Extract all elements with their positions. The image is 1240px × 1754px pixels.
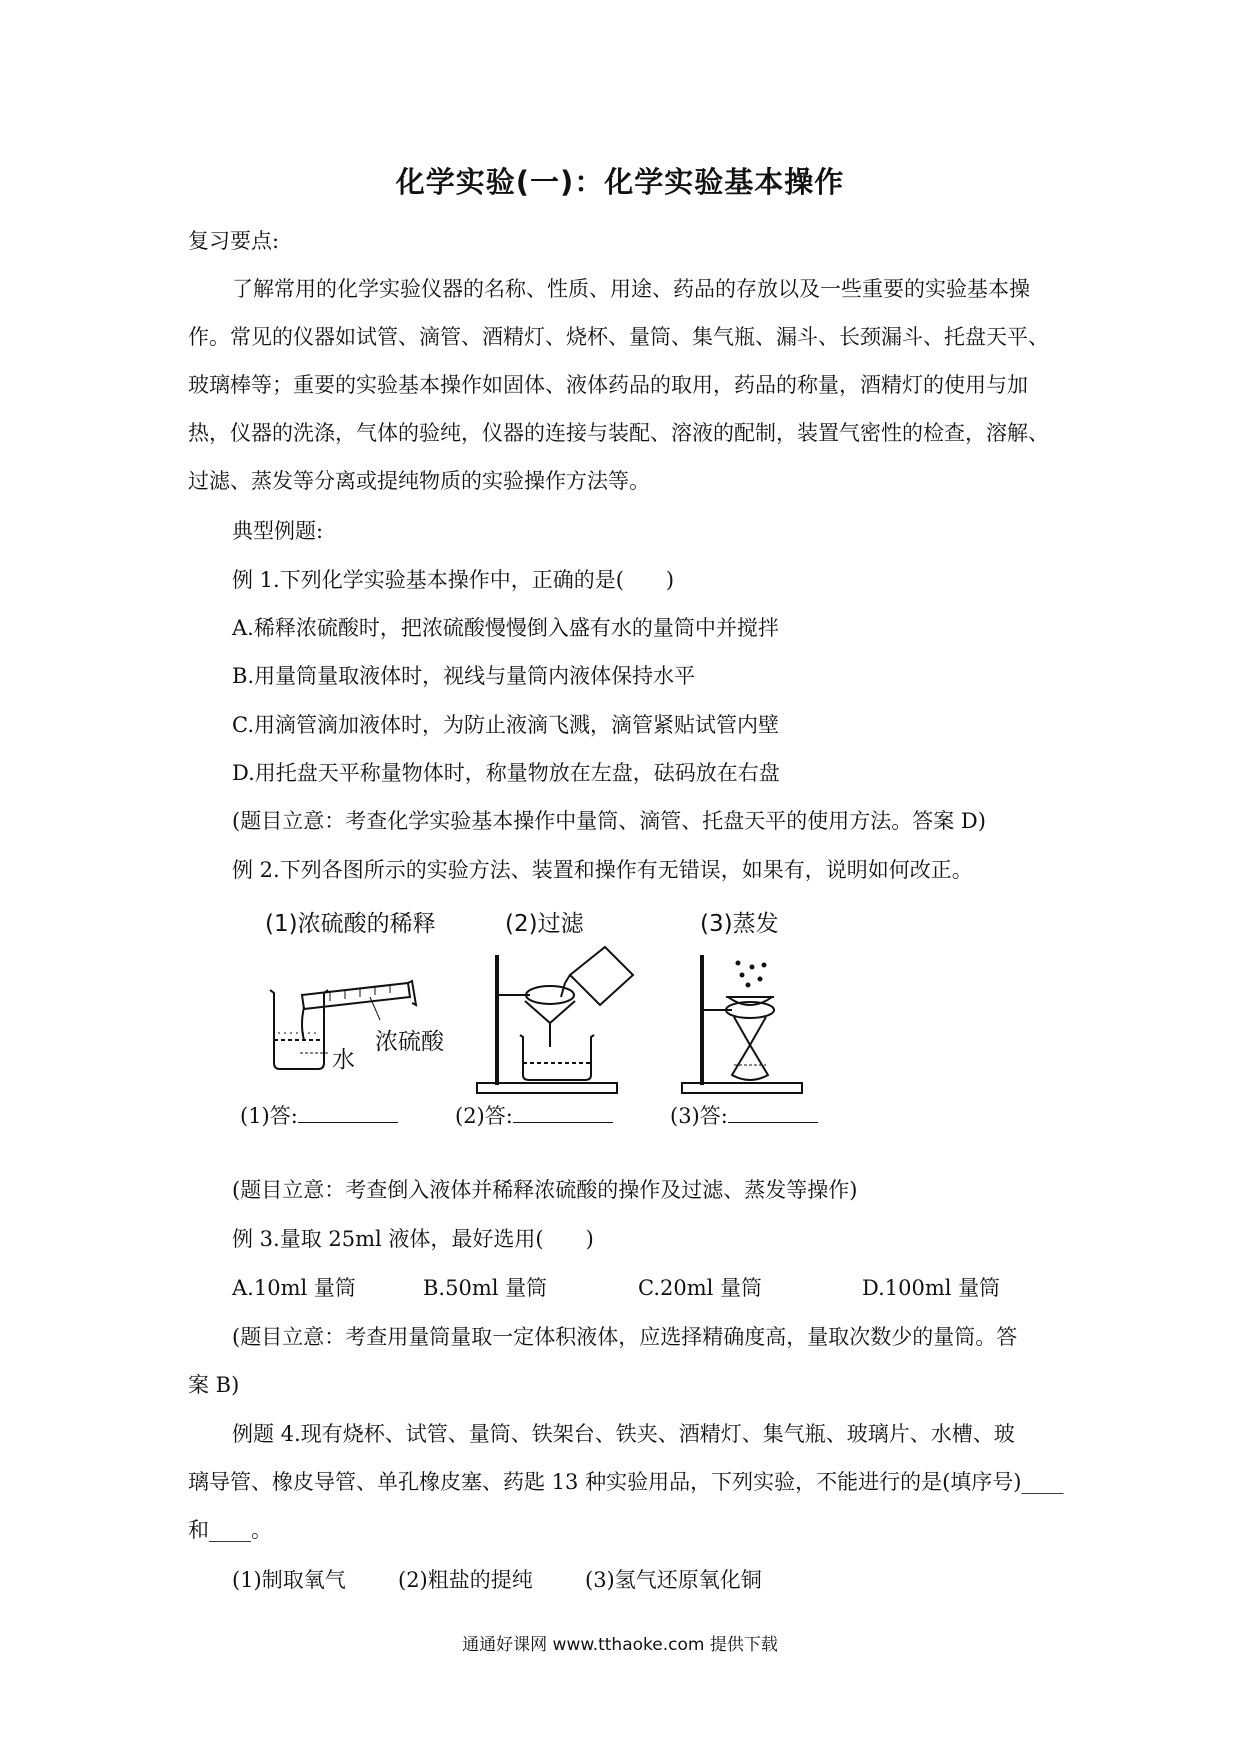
example-4-item-1: (1)制取氧气 (232, 1568, 346, 1592)
figure-2-label: (2)过滤 (505, 911, 584, 937)
figure-1-label: (1)浓硫酸的稀释 (265, 911, 436, 937)
answer-3 (670, 1100, 818, 1130)
review-heading: 复习要点: (188, 229, 280, 253)
example-3-option-a: A.10ml 量筒 (232, 1276, 356, 1300)
acid-dilution-illustration (260, 945, 460, 1085)
figure-3-label: (3)蒸发 (700, 911, 779, 937)
example-3-note: (题目立意：考查用量筒量取一定体积液体，应选择精确度高，量取次数少的量筒。答 (232, 1325, 1018, 1349)
answer-2-blank[interactable] (513, 1102, 613, 1123)
review-line: 作。常见的仪器如试管、滴管、酒精灯、烧杯、量筒、集气瓶、漏斗、长颈漏斗、托盘天平、 (188, 325, 1049, 349)
example-2-note: (题目立意：考查倒入液体并稀释浓硫酸的操作及过滤、蒸发等操作) (232, 1178, 858, 1202)
example-3-option-c: C.20ml 量筒 (638, 1276, 763, 1300)
examples-heading: 典型例题: (232, 519, 324, 543)
example-4-line: 例题 4.现有烧杯、试管、量筒、铁架台、铁夹、酒精灯、集气瓶、玻璃片、水槽、玻 (232, 1422, 1015, 1446)
example-3-option-d: D.100ml 量筒 (862, 1276, 1001, 1300)
example-1-question: 例 1.下列化学实验基本操作中，正确的是( ) (232, 568, 675, 592)
example-1-note: (题目立意：考查化学实验基本操作中量筒、滴管、托盘天平的使用方法。答案 D) (232, 809, 986, 833)
review-line: 热，仪器的洗涤，气体的验纯，仪器的连接与装配、溶液的配制，装置气密性的检查，溶解、 (188, 421, 1049, 445)
answer-3-blank[interactable] (728, 1102, 818, 1123)
example-3-option-b: B.50ml 量筒 (423, 1276, 548, 1300)
example-1-option-c: C.用滴管滴加液体时，为防止液滴飞溅，滴管紧贴试管内壁 (232, 713, 779, 737)
page-title: 化学实验(一)：化学实验基本操作 (395, 165, 845, 199)
answer-2 (455, 1100, 613, 1130)
water-label: 水 (332, 1047, 355, 1073)
footer-credit: 通通好课网 www.tthaoke.com 提供下载 (462, 1635, 778, 1655)
review-line: 了解常用的化学实验仪器的名称、性质、用途、药品的存放以及一些重要的实验基本操 (232, 277, 1030, 301)
review-line: 过滤、蒸发等分离或提纯物质的实验操作方法等。 (188, 469, 650, 493)
example-1-option-b: B.用量筒量取液体时，视线与量筒内液体保持水平 (232, 664, 696, 688)
example-3-question: 例 3.量取 25ml 液体，最好选用( ) (232, 1227, 594, 1251)
experiment-figures (240, 905, 860, 1155)
answer-3-label: (3)答: (670, 1104, 728, 1128)
example-4-line: 璃导管、橡皮导管、单孔橡皮塞、药匙 13 种实验用品，下列实验，不能进行的是(填序号)____ (188, 1470, 1064, 1494)
filtration-illustration (475, 935, 645, 1100)
acid-label: 浓硫酸 (375, 1029, 444, 1055)
example-2-question: 例 2.下列各图所示的实验方法、装置和操作有无错误，如果有，说明如何改正。 (232, 858, 973, 882)
example-4-item-3: (3)氢气还原氧化铜 (585, 1568, 762, 1592)
answer-1 (240, 1100, 398, 1130)
answer-1-label: (1)答: (240, 1104, 298, 1128)
example-1-option-d: D.用托盘天平称量物体时，称量物放在左盘，砝码放在右盘 (232, 761, 780, 785)
review-line: 玻璃棒等；重要的实验基本操作如固体、液体药品的取用，药品的称量，酒精灯的使用与加 (188, 373, 1028, 397)
evaporation-illustration (672, 935, 822, 1100)
example-1-option-a: A.稀释浓硫酸时，把浓硫酸慢慢倒入盛有水的量筒中并搅拌 (232, 616, 779, 640)
example-4-item-2: (2)粗盐的提纯 (398, 1568, 533, 1592)
example-3-note-cont: 案 B) (188, 1373, 240, 1397)
answer-2-label: (2)答: (455, 1104, 513, 1128)
answer-1-blank[interactable] (298, 1102, 398, 1123)
example-4-line: 和____。 (188, 1518, 272, 1542)
